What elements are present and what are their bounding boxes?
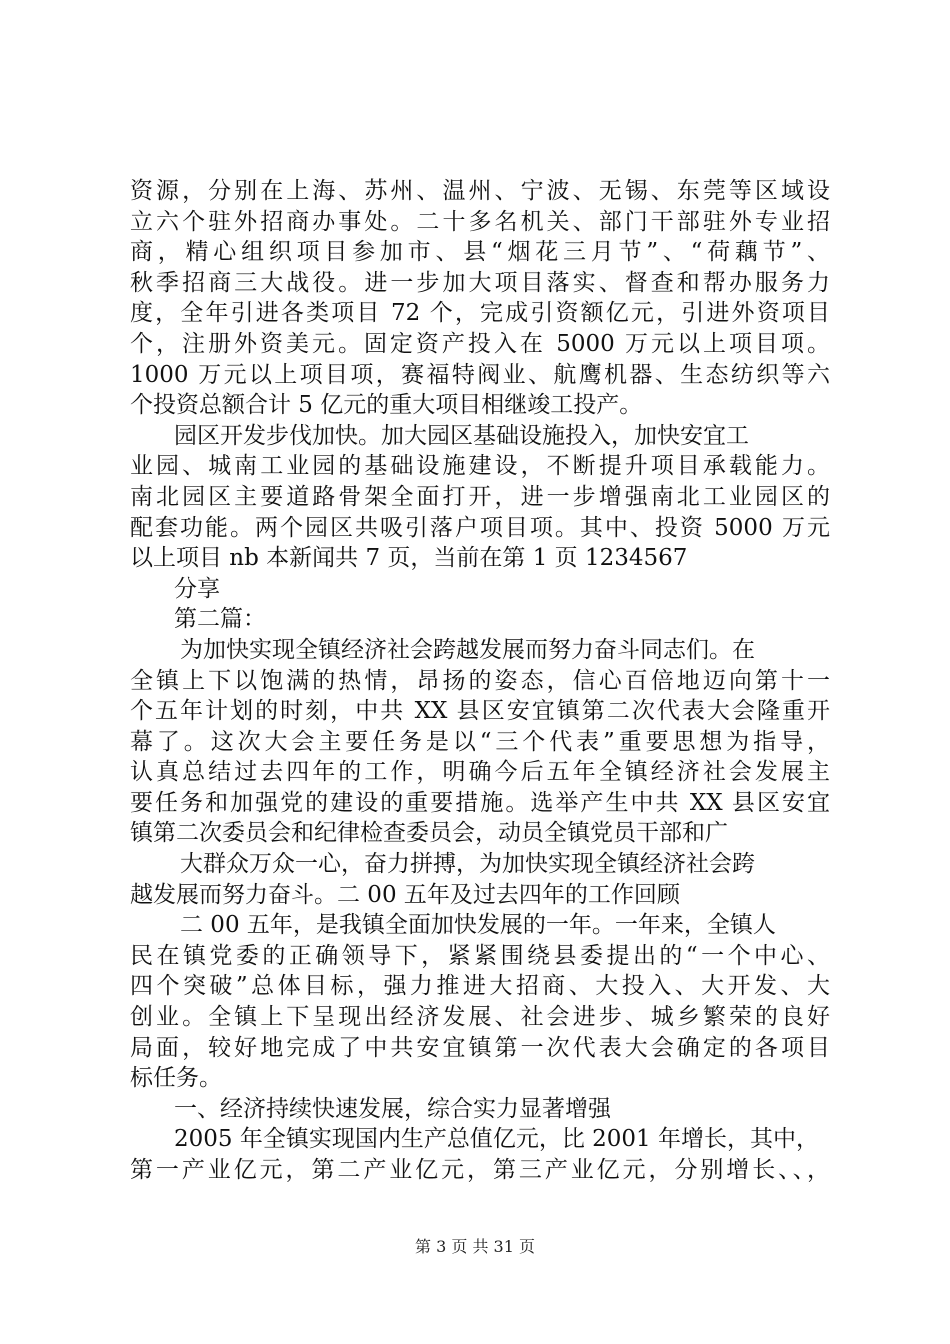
text-line: 南北园区主要道路骨架全面打开，进一步增强南北工业园区的: [130, 483, 830, 510]
text-line: 度，全年引进各类项目 72 个，完成引资额亿元，引进外资项目: [130, 300, 830, 327]
text-line: 个五年计划的时刻，中共 XX 县区安宜镇第二次代表大会隆重开: [130, 698, 830, 725]
text-line: 民在镇党委的正确领导下，紧紧围绕县委提出的“一个中心、: [130, 942, 830, 969]
page-footer: 第 3 页 共 31 页: [415, 1237, 535, 1256]
text-line: 商，精心组织项目参加市、县“烟花三月节”、“荷藕节”、: [130, 239, 830, 266]
text-line: 以上项目 nb 本新闻共 7 页，当前在第 1 页 1234567: [130, 545, 688, 572]
text-line: 局面，较好地完成了中共安宜镇第一次代表大会确定的各项目: [130, 1034, 830, 1061]
text-line: 资源，分别在上海、苏州、温州、宁波、无锡、东莞等区域设: [130, 178, 830, 204]
paragraph-heading-line: 大群众万众一心，奋力拼搏，为加快实现全镇经济社会跨: [180, 851, 755, 878]
section-heading: 第二篇：: [174, 606, 266, 633]
text-line: 要任务和加强党的建设的重要措施。选举产生中共 XX 县区安宜: [130, 789, 830, 816]
text-line: 全镇上下以饱满的热情，昂扬的姿态，信心百倍地迈向第十一: [130, 667, 830, 694]
text-line: 秋季招商三大战役。进一步加大项目落实、督查和帮办服务力: [130, 269, 830, 296]
text-line: 幕了。这次大会主要任务是以“三个代表”重要思想为指导，: [130, 728, 830, 755]
subsection-heading: 一、经济持续快速发展，综合实力显著增强: [174, 1095, 611, 1122]
paragraph-heading-line: 2005 年全镇实现国内生产总值亿元，比 2001 年增长，其中，: [174, 1126, 819, 1153]
text-line: 认真总结过去四年的工作，明确今后五年全镇经济社会发展主: [130, 759, 830, 786]
paragraph-heading-line: 为加快实现全镇经济社会跨越发展而努力奋斗同志们。在: [180, 636, 755, 663]
text-line: 业园、城南工业园的基础设施建设，不断提升项目承载能力。: [130, 453, 830, 480]
text-line: 越发展而努力奋斗。二 00 五年及过去四年的工作回顾: [130, 881, 680, 908]
text-line: 立六个驻外招商办事处。二十多名机关、部门干部驻外专业招: [130, 208, 830, 235]
text-line: 配套功能。两个园区共吸引落户项目项。其中、投资 5000 万元: [130, 514, 830, 541]
text-line: 标任务。: [130, 1065, 222, 1092]
text-line: 四个突破”总体目标，强力推进大招商、大投入、大开发、大: [130, 973, 830, 1000]
paragraph-heading-line: 园区开发步伐加快。加大园区基础设施投入，加快安宜工: [174, 422, 749, 449]
text-line: 第一产业亿元，第二产业亿元，第三产业亿元，分别增长、、，: [130, 1157, 830, 1183]
text-line: 创业。全镇上下呈现出经济发展、社会进步、城乡繁荣的良好: [130, 1004, 830, 1031]
body-text: [130, 176, 830, 1186]
share-label: 分享: [174, 575, 220, 602]
paragraph-heading-line: 二 00 五年，是我镇全面加快发展的一年。一年来，全镇人: [180, 912, 776, 939]
text-line: 个投资总额合计 5 亿元的重大项目相继竣工投产。: [130, 392, 643, 419]
text-line: 镇第二次委员会和纪律检查委员会，动员全镇党员干部和广: [130, 820, 728, 847]
text-line: 个，注册外资美元。固定资产投入在 5000 万元以上项目项。: [130, 330, 830, 357]
text-line: 1000 万元以上项目项，赛福特阀业、航鹰机器、生态纺织等六: [130, 361, 830, 388]
